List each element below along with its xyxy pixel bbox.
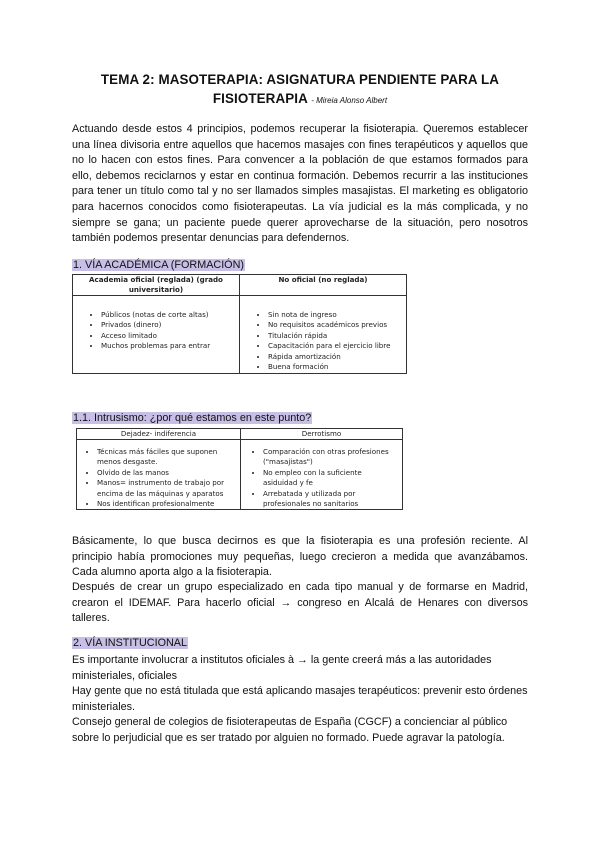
author-name: - Mireia Alonso Albert	[311, 96, 388, 105]
list-item: • Sin nota de ingreso	[268, 310, 402, 320]
table-header-row	[77, 429, 403, 440]
title-line-1: TEMA 2: MASOTERAPIA: ASIGNATURA PENDIENTE PARA LA	[100, 72, 500, 87]
col-header-dejadez: Dejadez- indiferencia	[77, 429, 241, 440]
academic-route-table	[72, 274, 407, 374]
table-body-row	[77, 440, 403, 510]
col-header-no-oficial: No oficial (no reglada)	[240, 275, 407, 296]
list-item: • Técnicas más fáciles que suponen menos desgaste.	[97, 447, 236, 468]
intrusism-table	[76, 428, 403, 510]
list-item: • Arrebatada y utilizada por profesionales no sanitarios	[263, 489, 398, 510]
section2-heading-text: 2. VÍA INSTITUCIONAL	[73, 637, 187, 649]
document-title	[72, 70, 528, 110]
list-item: • Comparación con otras profesiones ("masajistas")	[263, 447, 398, 468]
list-item: • Olvido de las manos	[97, 468, 236, 478]
section2-paragraph-3: Consejo general de colegios de fisioterapeutas de España (CGCF) a concienciar al público sobre lo perjudicial que es ser tratado por alguien no formado. Puede agravar la patología.	[72, 716, 508, 744]
col-derrotismo-list	[241, 440, 402, 509]
section2-paragraph-2: Hay gente que no está titulada que está aplicando masajes terapéuticos: prevenir esto órdenes ministeriales.	[72, 685, 528, 713]
col-header-derrotismo: Derrotismo	[241, 429, 403, 440]
list-item: • Privados (dinero)	[101, 320, 235, 330]
title-line-2	[72, 89, 528, 110]
list-item: • Acceso limitado	[101, 331, 235, 341]
table-body-row	[73, 296, 407, 374]
table-header-row	[73, 275, 407, 296]
intro-paragraph: Actuando desde estos 4 principios, podemos recuperar la fisioterapia. Queremos establecer una línea divisoria entre aquellos que hacemos masajes con fines terapéuticos y aquellos que no lo hacen con estos fines. Para convencer a la población de que estamos formados para ello, debemos reciclarnos y estar en continua formación. Debemos recurrir a las instituciones para tener un título como tal y no ser llamados simples masajistas. El marketing es obligatorio para hacernos conocidos como fisioterapeutas. La vía judicial es la más complicada, y no siempre se gana; un paciente puede querer aprovecharse de la situación, pero nosotros también podemos presentar denuncias para defendernos.	[72, 123, 528, 245]
col-dejadez-cell	[77, 440, 241, 510]
section11-heading-text: 1.1. Intrusismo: ¿por qué estamos en este punto?	[73, 412, 312, 424]
list-item: • Nos identifican profesionalmente	[97, 499, 236, 509]
section2-heading	[72, 636, 188, 650]
col-no-oficial-cell	[240, 296, 407, 374]
col-oficial-cell	[73, 296, 240, 374]
list-item: • Manos= instrumento de trabajo por encima de las máquinas y aparatos	[97, 478, 236, 499]
title-line-2-text: FISIOTERAPIA	[212, 91, 308, 106]
section11-heading	[72, 411, 312, 425]
col-header-oficial: Academia oficial (reglada) (grado universitario)	[73, 275, 240, 296]
section1-heading	[72, 258, 245, 272]
list-item: • No requisitos académicos previos	[268, 320, 402, 330]
list-item: • Muchos problemas para entrar	[101, 341, 235, 351]
list-item: • Capacitación para el ejercicio libre	[268, 341, 402, 351]
list-item: • Públicos (notas de corte altas)	[101, 310, 235, 320]
section1-heading-text: 1. VÍA ACADÉMICA (FORMACIÓN)	[73, 259, 244, 271]
section11-paragraph-2: Después de crear un grupo especializado en cada tipo manual y de formarse en Madrid, crearon el IDEMAF. Para hacerlo oficial → congreso en Alcalá de Henares con diversos talleres.	[72, 581, 528, 625]
section2-paragraph-1: Es importante involucrar a institutos oficiales à → la gente creerá más a las autoridades ministeriales, oficiales	[72, 654, 492, 682]
col-derrotismo-cell	[241, 440, 403, 510]
list-item: • Buena formación	[268, 362, 402, 372]
col-no-oficial-list	[240, 296, 406, 373]
section11-paragraph-1: Básicamente, lo que busca decirnos es que la fisioterapia es una profesión reciente. Al principio había promociones muy pequeñas, luego crecieron a medida que avanzábamos. Cada alumno aporta algo a la fisioterapia.	[72, 535, 528, 579]
list-item: • Rápida amortización	[268, 352, 402, 362]
list-item: • Titulación rápida	[268, 331, 402, 341]
col-oficial-list	[73, 296, 239, 352]
col-dejadez-list	[77, 440, 240, 509]
list-item: • No empleo con la suficiente asiduidad y fe	[263, 468, 398, 489]
